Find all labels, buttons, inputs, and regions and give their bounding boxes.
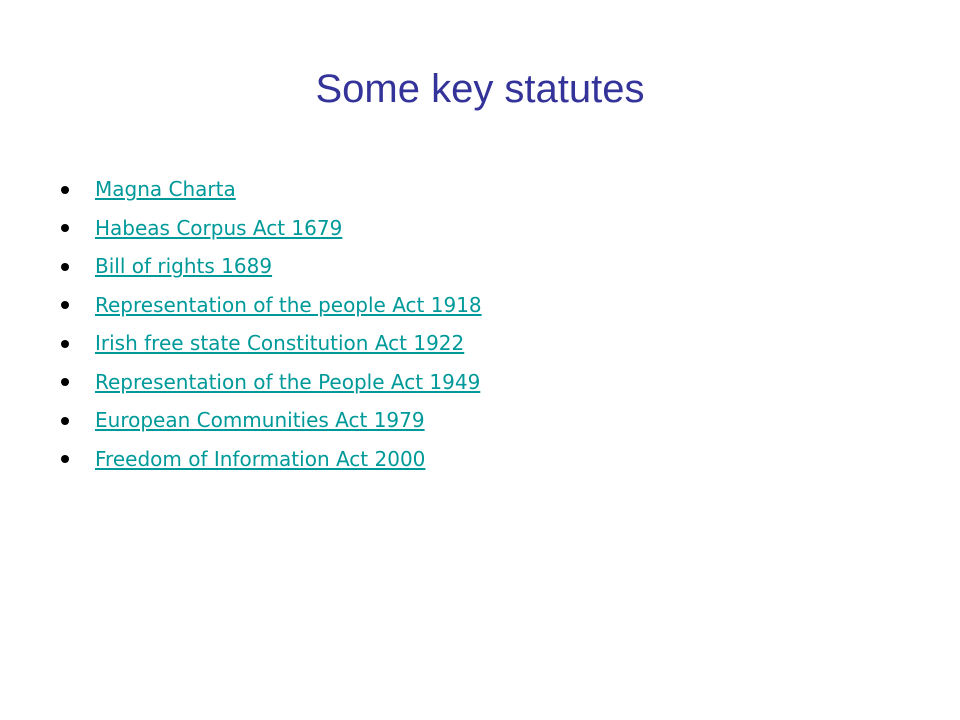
statute-link-habeas-corpus[interactable]: Habeas Corpus Act 1679 xyxy=(95,215,343,240)
bullet-dot-icon xyxy=(61,417,69,425)
statute-link-irish-free-state[interactable]: Irish free state Constitution Act 1922 xyxy=(95,331,465,355)
statute-link-bill-of-rights[interactable]: Bill of rights 1689 xyxy=(95,254,273,278)
slide-title: Some key statutes xyxy=(315,67,645,111)
list-item xyxy=(58,401,482,440)
list-item xyxy=(58,286,482,325)
list-item xyxy=(58,324,482,363)
bullet-dot-icon xyxy=(61,301,69,309)
statute-link-magna-charta[interactable]: Magna Charta xyxy=(95,177,236,201)
statute-link-freedom-of-information[interactable]: Freedom of Information Act 2000 xyxy=(95,446,426,471)
list-item xyxy=(58,247,482,286)
bullet-dot-icon xyxy=(61,263,69,271)
statute-link-representation-1918[interactable]: Representation of the people Act 1918 xyxy=(95,292,482,317)
bullet-dot-icon xyxy=(61,186,69,194)
list-item xyxy=(58,209,482,248)
bullet-dot-icon xyxy=(61,378,69,386)
bullet-dot-icon xyxy=(61,455,69,463)
statute-link-european-communities[interactable]: European Communities Act 1979 xyxy=(95,408,425,432)
list-item xyxy=(58,363,482,402)
bullet-dot-icon xyxy=(61,340,69,348)
statute-list xyxy=(58,170,482,478)
list-item xyxy=(58,440,482,479)
statute-link-representation-1949[interactable]: Representation of the People Act 1949 xyxy=(95,369,481,394)
bullet-dot-icon xyxy=(61,224,69,232)
list-item xyxy=(58,170,482,209)
